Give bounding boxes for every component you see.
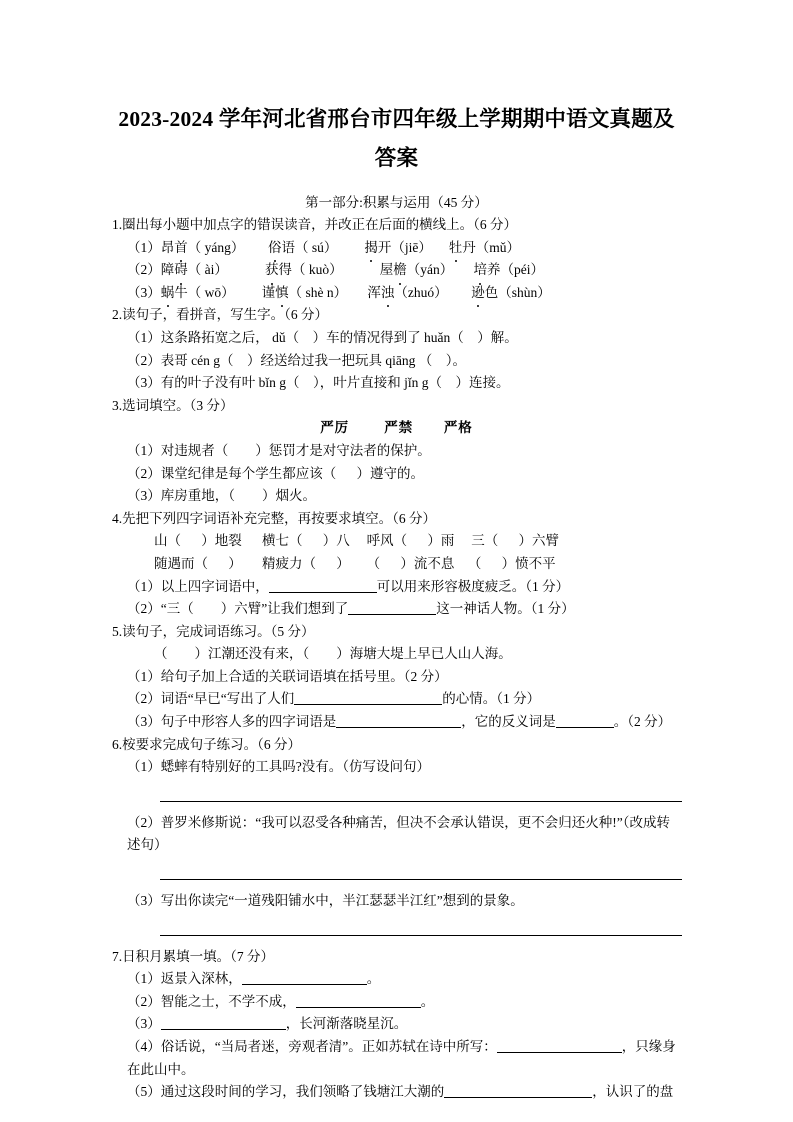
row-label: （1） bbox=[127, 239, 161, 255]
question-5-sub-3 bbox=[112, 711, 681, 734]
sub-text-after: ，只缘身在此山中。 bbox=[127, 1039, 676, 1077]
question-7-sub-4 bbox=[112, 1036, 681, 1081]
sub-text-before: （2）词语“早已“写出了人们 bbox=[127, 691, 295, 707]
question-1-prompt: 1.圈出每小题中加点字的错误读音，并改正在后面的横线上。（6 分） bbox=[112, 217, 517, 232]
word-pre: 障 bbox=[160, 262, 175, 278]
sub-text-after: 。（2 分） bbox=[613, 714, 672, 730]
question-1-row-2 bbox=[112, 259, 681, 282]
answer-space bbox=[112, 857, 681, 879]
sub-text-after: 的心情。（1 分） bbox=[442, 691, 541, 707]
pinyin: （mǔ） bbox=[475, 239, 521, 255]
word-pre: 屋 bbox=[379, 262, 394, 278]
pinyin: （ ài） bbox=[187, 262, 228, 278]
fill-blank[interactable] bbox=[269, 578, 377, 593]
word-post: 色 bbox=[484, 284, 499, 300]
sub-text-after: 这一神话人物。（1 分） bbox=[436, 601, 575, 617]
question-4-idiom-row-2: 随遇而（ ） 精疲力（ ） （ ）流不息 （ ）愤不平 bbox=[154, 555, 556, 571]
fill-blank[interactable] bbox=[497, 1038, 622, 1053]
pinyin: （ kuò） bbox=[292, 262, 343, 278]
word-post: 得 bbox=[278, 262, 292, 278]
question-5-sub-2 bbox=[112, 688, 681, 711]
word-pre: 浑 bbox=[367, 284, 381, 300]
exam-body bbox=[0, 214, 793, 1104]
sub-text-before: （2）智能之士，不学不成， bbox=[127, 993, 296, 1009]
dotted-char: 培 bbox=[474, 259, 488, 282]
dotted-char: 揭 bbox=[364, 237, 378, 260]
word-post: 开 bbox=[377, 239, 392, 255]
word-post: 丹 bbox=[462, 239, 476, 255]
answer-space bbox=[112, 913, 681, 935]
sub-text-after: 可以用来形容极度疲乏。（1 分） bbox=[376, 578, 570, 594]
sub-text-before: （3） bbox=[127, 1016, 161, 1032]
fill-blank[interactable] bbox=[161, 1015, 286, 1030]
dotted-char: 首 bbox=[174, 237, 188, 260]
answer-space bbox=[112, 936, 681, 946]
sub-text-mid: ，它的反义词是 bbox=[461, 714, 556, 730]
sub-text-after: ，长河渐落晓星沉。 bbox=[285, 1016, 408, 1032]
dotted-char: 檐 bbox=[393, 259, 407, 282]
row-label: （3） bbox=[127, 284, 161, 300]
question-7-sub-3 bbox=[112, 1013, 681, 1036]
pinyin: （zhuó） bbox=[394, 284, 448, 300]
question-6-sub-3: （3）写出你读完“一道残阳铺水中，半江瑟瑟半江红”想到的景象。 bbox=[127, 893, 524, 909]
question-7-sub-1 bbox=[112, 968, 681, 991]
question-5-sentence: （ ）江潮还没有来，（ ）海塘大堤上早已人山人海。 bbox=[154, 646, 512, 662]
question-4-prompt: 4.先把下列四字词语补充完整，再按要求填空。（6 分） bbox=[112, 510, 436, 526]
question-5-sub-1: （1）给句子加上合适的关联词语填在括号里。（2 分） bbox=[127, 668, 448, 684]
question-6-sub-2: （2）普罗米修斯说：“我可以忍受各种痛苦，但决不会承认错误，更不会归还火种!”（改成转述句） bbox=[127, 814, 670, 853]
dotted-char: 俗 bbox=[268, 237, 282, 260]
pinyin: （ yáng） bbox=[187, 239, 245, 255]
question-2-item-1: （1）这条路拓宽之后， dǔ（ ）车的情况得到了 huǎn（ ）解。 bbox=[127, 329, 518, 345]
fill-blank[interactable] bbox=[444, 1083, 592, 1098]
sub-text-after: ，认识了的盘 bbox=[592, 1084, 674, 1100]
question-3-item-3: （3）库房重地，（ ）烟火。 bbox=[127, 488, 316, 504]
question-4-idiom-row-1: 山（ ）地裂 横七（ ）八 呼风（ ）雨 三（ ）六臂 bbox=[154, 533, 559, 549]
pinyin: （péi） bbox=[500, 262, 544, 278]
choice-option: 严厉 bbox=[320, 420, 350, 436]
question-7-sub-5 bbox=[112, 1081, 681, 1104]
dotted-char: 牡 bbox=[449, 237, 463, 260]
question-1-row-1 bbox=[112, 237, 681, 260]
question-3-choices bbox=[112, 417, 681, 440]
answer-space bbox=[112, 880, 681, 890]
fill-blank[interactable] bbox=[336, 713, 461, 728]
dotted-char: 逊 bbox=[471, 282, 485, 305]
fill-blank[interactable] bbox=[242, 970, 367, 985]
question-3-prompt: 3.选词填空。（3 分） bbox=[112, 397, 234, 413]
question-3-item-2: （2）课堂纪律是每个学生都应该（ ）遵守的。 bbox=[127, 465, 424, 481]
question-7-sub-2 bbox=[112, 991, 681, 1014]
sub-text-after: 。 bbox=[366, 971, 381, 987]
fill-blank[interactable] bbox=[294, 690, 442, 705]
sub-text-before: （4）俗话说，“当局者迷，旁观者清”。正如苏轼在诗中所写： bbox=[127, 1039, 497, 1054]
dotted-char: 蜗 bbox=[161, 282, 175, 305]
choice-option: 严禁 bbox=[384, 420, 414, 436]
question-4-sub-2 bbox=[112, 598, 681, 621]
question-2-prompt: 2.读句子，看拼音，写生字。（6 分） bbox=[112, 307, 328, 323]
word-post: 养 bbox=[487, 262, 501, 278]
question-3-item-1: （1）对违规者（ ）惩罚才是对守法者的保护。 bbox=[127, 442, 431, 458]
pinyin: （shùn） bbox=[498, 284, 551, 300]
pinyin: （ shè n） bbox=[288, 284, 348, 300]
part-header: 第一部分:积累与运用（45 分） bbox=[305, 195, 488, 210]
dotted-char: 慎 bbox=[275, 282, 289, 305]
answer-space bbox=[112, 802, 681, 812]
pinyin: （yán） bbox=[406, 262, 454, 278]
choice-option: 严格 bbox=[443, 420, 473, 436]
question-5-prompt: 5.读句子，完成词语练习。（5 分） bbox=[112, 623, 315, 639]
fill-blank[interactable] bbox=[556, 713, 614, 728]
row-label: （2） bbox=[127, 262, 161, 278]
sub-text-before: （5）通过这段时间的学习，我们领略了钱塘江大潮的 bbox=[127, 1084, 445, 1100]
question-6-sub-1: （1）蟋蟀有特别好的工具吗?没有。（仿写设问句） bbox=[127, 759, 430, 775]
sub-text-before: （2）“三（ ）六臂”让我们想到了 bbox=[127, 601, 349, 617]
question-2-item-2: （2）表哥 cén g（ ）经送给过我一把玩具 qiāng （ ）。 bbox=[127, 352, 466, 368]
word-pre: 昂 bbox=[160, 239, 175, 255]
pinyin: （ wō） bbox=[187, 284, 235, 300]
sub-text-before: （1）以上四字词语中， bbox=[127, 578, 269, 594]
word-post: 语 bbox=[281, 239, 295, 255]
question-6-prompt: 6.桉要求完成句子练习。（6 分） bbox=[112, 736, 301, 752]
sub-text-after: 。 bbox=[420, 993, 435, 1009]
word-post: 牛 bbox=[174, 284, 188, 300]
fill-blank[interactable] bbox=[348, 600, 436, 615]
sub-text-before: （3）句子中形容人多的四字词语是 bbox=[127, 714, 337, 730]
question-4-sub-1 bbox=[112, 576, 681, 599]
answer-space bbox=[112, 779, 681, 801]
sub-text-before: （1）返景入深林， bbox=[127, 971, 242, 987]
question-2-item-3: （3）有的叶子没有叶 bǐn g（ ），叶片直接和 jǐn g（ ）连接。 bbox=[127, 375, 510, 391]
pinyin: （jiē） bbox=[391, 239, 432, 255]
page-title: 2023-2024 学年河北省邢台市四年级上学期期中语文真题及答案 bbox=[118, 107, 675, 170]
word-pre: 谨 bbox=[261, 284, 276, 300]
pinyin: （ sú） bbox=[295, 239, 338, 255]
fill-blank[interactable] bbox=[296, 993, 421, 1008]
question-7-prompt: 7.日积月累填一填。（7 分） bbox=[112, 948, 274, 964]
dotted-char: 浊 bbox=[381, 282, 395, 305]
dotted-char: 碍 bbox=[174, 259, 188, 282]
dotted-char: 获 bbox=[265, 259, 279, 282]
question-1-row-3 bbox=[112, 282, 681, 305]
